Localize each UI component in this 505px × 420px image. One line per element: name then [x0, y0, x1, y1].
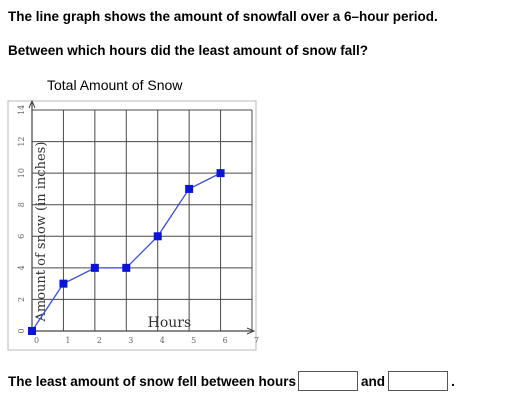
answer-prefix: The least amount of snow fell between hours: [8, 373, 297, 389]
question-text: The line graph shows the amount of snowfall over a 6–hour period.: [8, 9, 438, 24]
answer-conjunction: and: [361, 373, 386, 389]
data-point: [185, 185, 193, 193]
y-tick-label: 6: [17, 233, 26, 239]
answer-suffix: .: [451, 373, 455, 389]
y-tick-label: 8: [17, 202, 26, 208]
x-tick-label: 4: [159, 336, 165, 345]
data-point: [59, 280, 67, 288]
y-axis-label: Amount of snow (in inches): [34, 141, 49, 322]
x-tick-label: 7: [254, 336, 260, 345]
answer-row: [8, 370, 455, 392]
data-point: [28, 327, 36, 335]
chart-title: Total Amount of Snow: [47, 77, 183, 93]
y-tick-label: 0: [17, 328, 26, 334]
data-point: [91, 264, 99, 272]
y-tick-label: 12: [17, 136, 26, 147]
x-tick-label: 5: [191, 336, 197, 345]
x-tick-label: 1: [65, 336, 71, 345]
y-tick-label: 2: [17, 296, 26, 302]
x-tick-label: 6: [222, 336, 228, 345]
line-chart: [0, 100, 270, 360]
answer-input-end[interactable]: [388, 371, 448, 391]
y-tick-label: 4: [17, 265, 26, 271]
x-tick-label: 0: [34, 336, 40, 345]
data-point: [217, 169, 225, 177]
x-tick-label: 3: [128, 336, 134, 345]
answer-input-start[interactable]: [298, 371, 358, 391]
x-axis-label: Hours: [147, 315, 192, 331]
question-prompt: Between which hours did the least amount of snow fall?: [8, 43, 369, 58]
x-tick-label: 2: [96, 336, 102, 345]
y-tick-label: 10: [17, 168, 26, 179]
data-point: [122, 264, 130, 272]
data-point: [154, 232, 162, 240]
y-tick-label: 14: [17, 104, 26, 116]
